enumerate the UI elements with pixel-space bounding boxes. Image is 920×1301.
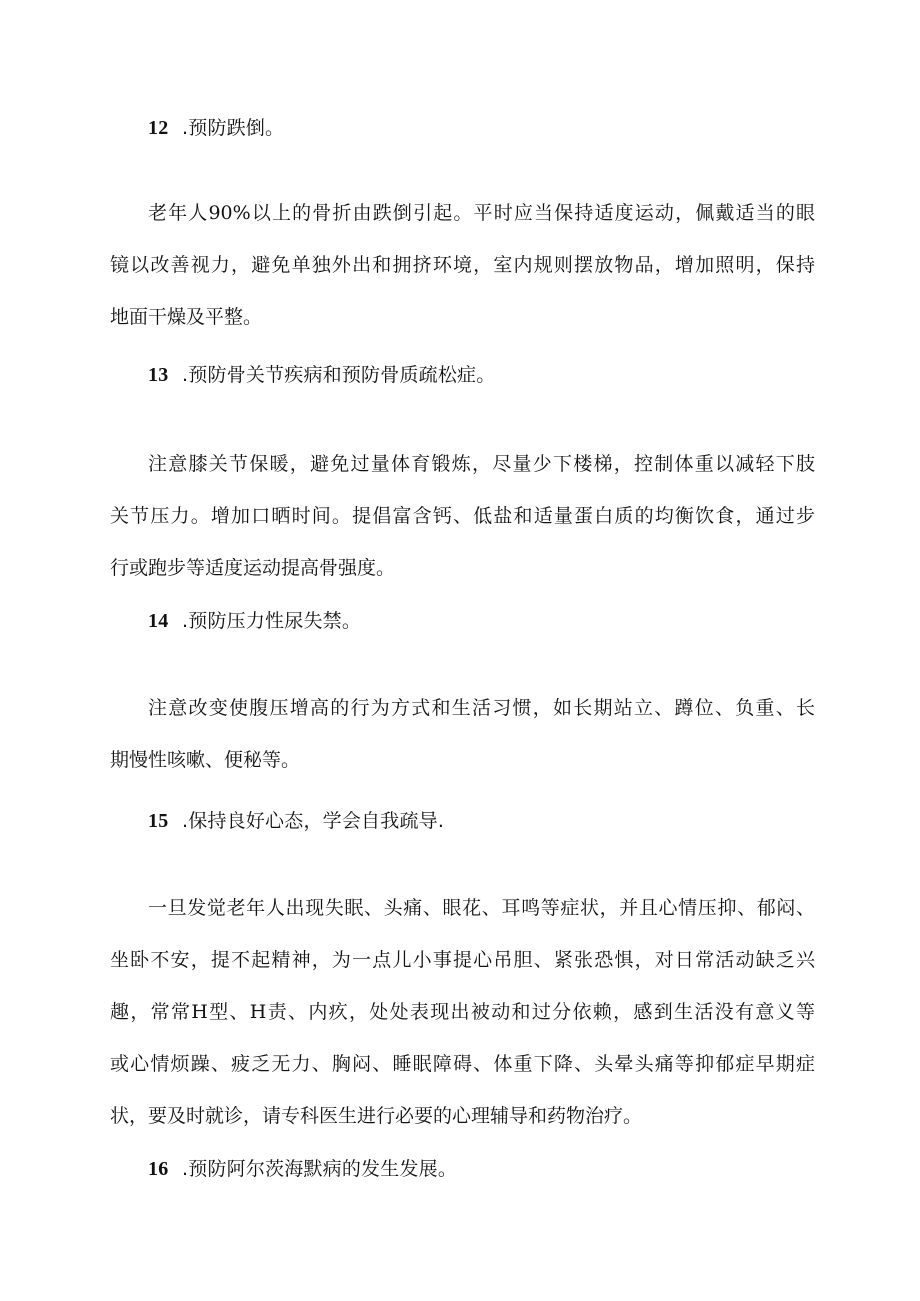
section-15-paragraph [110, 882, 815, 1142]
paragraph-line: 或心情烦躁、疲乏无力、胸闷、睡眠障碍、体重下降、头晕头痛等抑郁症早期症 [110, 1053, 815, 1075]
section-12-paragraph [110, 187, 815, 343]
section-title: .预防阿尔茨海默病的发生发展。 [182, 1158, 458, 1180]
paragraph-line: 趣，常常H型、H责、内疚，处处表现出被动和过分依赖，感到生活没有意义等 [110, 1001, 815, 1023]
section-15-heading [148, 808, 444, 834]
section-14-paragraph [110, 682, 815, 786]
section-title: .预防跌倒。 [182, 117, 285, 139]
section-16-heading [148, 1156, 457, 1182]
section-13-heading [148, 362, 495, 388]
section-14-heading [148, 608, 361, 634]
section-title: .预防压力性尿失禁。 [182, 610, 362, 632]
paragraph-line: 行或跑步等适度运动提高骨强度。 [110, 557, 396, 579]
paragraph-line: 坐卧不安，提不起精神，为一点儿小事提心吊胆、紧张恐惧，对日常活动缺乏兴 [110, 949, 815, 971]
paragraph-line: 关节压力。增加口晒时间。提倡富含钙、低盐和适量蛋白质的均衡饮食，通过步 [110, 505, 815, 527]
paragraph-line: 注意膝关节保暖，避免过量体育锻炼，尽量少下楼梯，控制体重以减轻下肢 [148, 453, 815, 475]
section-title: .预防骨关节疾病和预防骨质疏松症。 [182, 364, 496, 386]
paragraph-line: 注意改变使腹压增高的行为方式和生活习惯，如长期站立、蹲位、负重、长 [148, 697, 815, 719]
section-title: .保持良好心态，学会自我疏导. [182, 810, 445, 832]
paragraph-line: 老年人90%以上的骨折由跌倒引起。平时应当保持适度运动，佩戴适当的眼 [148, 202, 815, 224]
paragraph-line: 状，要及时就诊，请专科医生进行必要的心理辅导和药物治疗。 [110, 1105, 643, 1127]
section-number: 15 [148, 810, 169, 832]
paragraph-line: 一旦发觉老年人出现失眠、头痛、眼花、耳鸣等症状，并且心情压抑、郁闷、 [148, 897, 815, 919]
paragraph-line: 地面干燥及平整。 [110, 306, 263, 328]
section-number: 16 [148, 1158, 169, 1180]
section-12-heading [148, 115, 284, 141]
section-13-paragraph [110, 438, 815, 594]
section-number: 14 [148, 610, 169, 632]
paragraph-line: 镜以改善视力，避免单独外出和拥挤环境，室内规则摆放物品，增加照明，保持 [110, 254, 815, 276]
section-number: 12 [148, 117, 169, 139]
paragraph-line: 期慢性咳嗽、便秘等。 [110, 749, 301, 771]
section-number: 13 [148, 364, 169, 386]
